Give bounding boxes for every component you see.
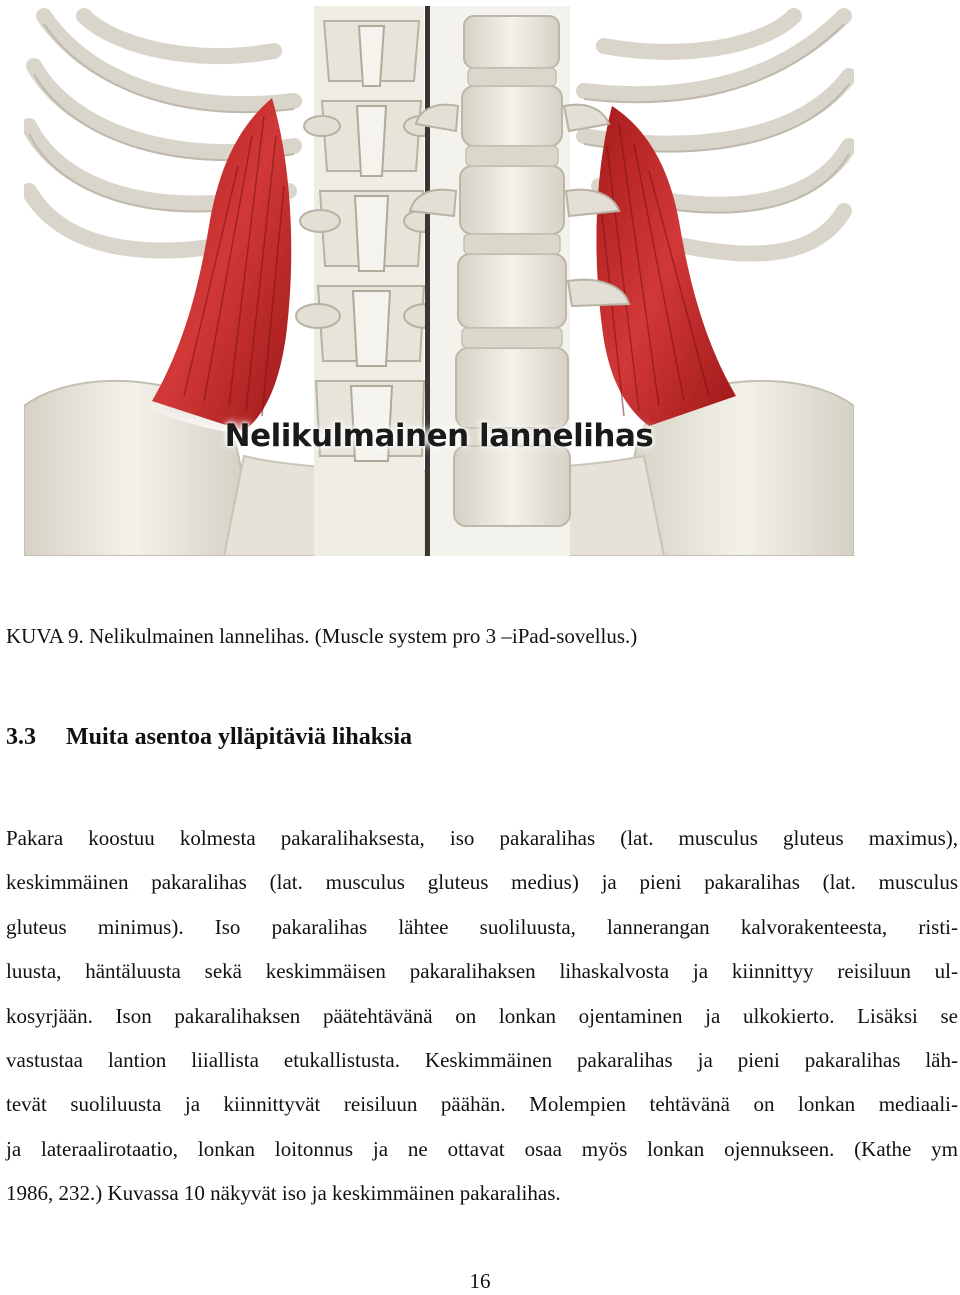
paragraph-line: Pakara koostuu kolmesta pakaralihaksesta, iso pakaralihas (lat. musculus gluteus maximus), [6, 826, 958, 850]
paragraph-line: 1986, 232.) Kuvassa 10 näkyvät iso ja keskimmäinen pakaralihas. [6, 1181, 561, 1206]
figure-caption: KUVA 9. Nelikulmainen lannelihas. (Muscle system pro 3 –iPad-sovellus.) [6, 624, 638, 648]
paragraph-line: tevät suoliluusta ja kiinnittyvät reisiluun päähän. Molempien tehtävänä on lonkan mediaali- [6, 1092, 958, 1117]
lumbar-spine-illustration [24, 6, 854, 556]
paragraph-line: luusta, häntäluusta sekä keskimmäisen pakaralihaksen lihaskalvosta ja kiinnittyy reisiluun ul- [6, 959, 958, 984]
paragraph-line: ja lateraalirotaatio, lonkan loitonnus ja ne ottavat osaa myös lonkan ojennukseen. (Kathe ym [6, 1136, 958, 1161]
section-title: Muita asentoa ylläpitäviä lihaksia [66, 724, 413, 750]
figure-divider [425, 6, 430, 556]
section-number: 3.3 [6, 724, 36, 750]
paragraph-line: gluteus minimus). Iso pakaralihas lähtee suoliluusta, lannerangan kalvorakenteesta, risti- [6, 914, 958, 939]
page-number: 16 [469, 1269, 491, 1293]
body-paragraph [6, 823, 958, 1223]
section-heading [6, 720, 412, 754]
paragraph-line: vastustaa lantion liiallista etukallistusta. Keskimmäinen pakaralihas ja pieni pakaralihas läh- [6, 1047, 958, 1072]
paragraph-line: keskimmäinen pakaralihas (lat. musculus gluteus medius) ja pieni pakaralihas (lat. musculus [6, 870, 958, 895]
paragraph-line: kosyrjään. Ison pakaralihaksen päätehtävänä on lonkan ojentaminen ja ulkokierto. Lisäksi se [6, 1003, 958, 1028]
figure-label: Nelikulmainen lannelihas [224, 418, 654, 454]
anatomy-figure [24, 6, 854, 556]
